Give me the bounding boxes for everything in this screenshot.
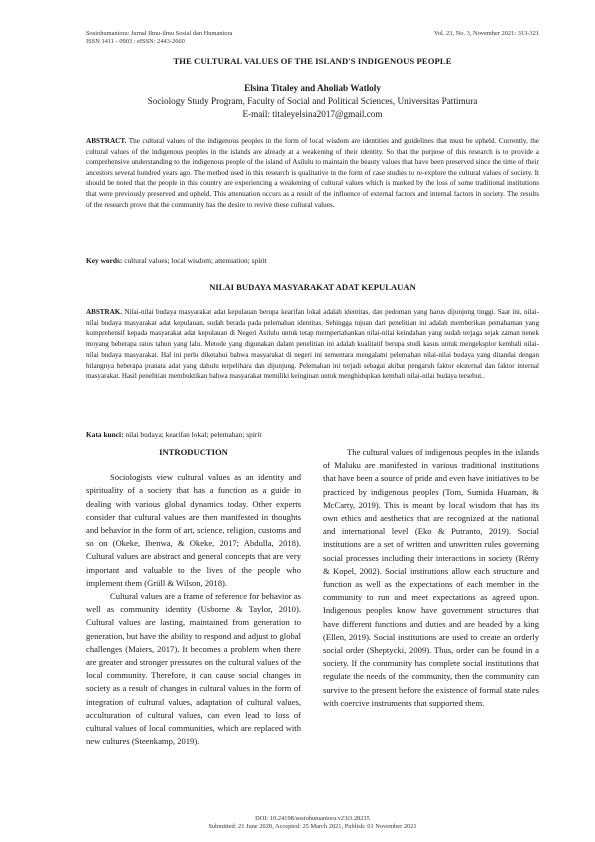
author-email: E-mail: titaleyelsina2017@gmail.com (242, 109, 383, 119)
running-header (86, 30, 539, 46)
abstract-label: ABSTRACT. (86, 137, 127, 145)
authors: Elsina Titaley and Aholiab Watloly (244, 83, 381, 93)
kata-kunci-label: Kata kunci: (86, 430, 124, 439)
abstract-english (86, 136, 539, 210)
submission-dates: Submitted: 21 June 2020, Accepted: 25 March 2021, Publish: 01 November 2021 (208, 823, 417, 831)
paper-title-indonesian: NILAI BUDAYA MASYARAKAT ADAT KEPULAUAN (209, 282, 416, 292)
paragraph: The cultural values of indigenous peoples in the islands of Maluku are manifested in various traditional institutions that have been a source of pride and even have initiatives to be practiced by indigenous peoples (Tom, Sumida Huaman, & McCarty, 2019). This is meant by local wisdom that has its own ethics and aesthetics that are recognized at the national and international level (Eko & Putranto, 2019). Social institutions are a set of written and unwritten rules governing social processes including their interactions in society (Rémy & Kopel, 2002). Social institutions allow each structure and function as well as the expectations of each member in the community to run and meet expectations as agreed upon. Indigenous peoples know have government structures that have different functions and duties and are headed by a king (Ellen, 2019). Social institutions are used to create an orderly social order (Sheptycki, 2009). Thus, order can be found in a society. If the community has complete social institutions that regulate the needs of the community, then the community can survive to the present before the existence of formal state rules with coercive instruments that supported them. (323, 447, 539, 708)
volume-info: Vol. 23, No. 3, November 2021: 313-321 (434, 30, 539, 37)
kata-kunci-text: nilai budaya; kearifan lokal; pelemahan; spirit (123, 430, 262, 439)
issn-line: ISSN 1411 - 0903 : eISSN: 2443-2660 (86, 38, 185, 45)
keywords-label: Key words: (86, 256, 123, 265)
page-footer (86, 815, 539, 832)
abstract-indonesian (86, 307, 539, 382)
paper-title: THE CULTURAL VALUES OF THE ISLAND'S INDIGENOUS PEOPLE (173, 56, 452, 66)
keywords-text: cultural values; local wisdom; attenuation; spirit (122, 256, 267, 265)
paragraph: Cultural values are a frame of reference for behavior as well as community identity (Usborne & Taylor, 2010). Cultural values are lasting, maintained from generation to generation, but have the ability to respond and adjust to global challenges (Maiers, 2017). It becomes a problem when there are greater and stronger pressures on the cultural values of the local community. Therefore, it can cause social changes in society as a result of changes in cultural values in the form of integration of cultural values, adaptation of cultural values, acculturation of cultural values, can even lead to loss of cultural values of local communities, which are replaced with new cultures (Steenkamp, 2019). (86, 591, 301, 747)
doi: DOI: 10.24198/sosiohumaniora.v23i3.28235 (255, 815, 370, 822)
abstrak-label: ABSTRAK. (86, 308, 123, 316)
paragraph: Sociologists view cultural values as an identity and spirituality of a society that has a function as a guide in dealing with various global dynamics today. Other experts consider that cultural values are then manifested in thoughts and behavior in the form of art, science, religion, customs and so on (Okeke, Ibenwa, & Okeke, 2017; Abdulla, 2018). Cultural values are abstract and general concepts that are very important and valuable to the lives of the people who implement them (Grüll & Wilson, 2018). (86, 472, 301, 588)
abstract-text: The cultural values of the indigenous peoples in the form of local wisdom are identities and guidelines that must be upheld. Currently, the cultural values of the indigenous peoples in the islands are already at a weakening of their identity. So that the purpose of this research is to provide a comprehensive understanding to the indigenous people of the island of Asilulu to maintain the beauty values that have been preserved since the time of their ancestors several hundred years ago. The method used in this research is qualitative in the form of case studies to re-explore the cultural values of society. It should be noted that the people in this country are experiencing a weakening of cultural values which is marked by the loss of some traditional institutions that were previously preserved and upheld. This attenuation occurs as a result of the influence of external factors and internal factors in society. The results of the research prove that the community has the desire to revive these cultural values. (86, 137, 539, 209)
section-heading: INTRODUCTION (159, 447, 228, 457)
journal-name: Sosiohumaniora: Jurnal Ilmu-ilmu Sosial dan Humaniora (86, 30, 233, 37)
affiliation: Sociology Study Program, Faculty of Social and Political Sciences, Universitas Pattimura (147, 96, 478, 106)
right-column (323, 446, 539, 710)
left-column (86, 446, 301, 748)
keywords-indonesian (86, 430, 539, 439)
keywords-english (86, 256, 539, 265)
abstrak-text: Nilai-nilai budaya masyarakat adat kepulauan berupa kearifan lokal adalah identitas, dan pedoman yang harus dijunjung tinggi. Saat ini, nilai-nilai budaya masyarakat adat kepulauan, sudah berada pada pelemahan identitas. Sehingga tujuan dari penelitian ini adalah memberikan pemahaman yang komprehensif kepada masyarakat adat kepulauan di Negeri Asilulu untuk tetap mempertahankan nilai-nilai keindahan yang sudah terjaga sejak zaman nenek moyang beberapa ratus tahun yang lalu. Metode yang digunakan dalam penelitian ini adalah kualitatif berupa studi kasus untuk mengeksplor kembali nilai-nilai budaya masyarakat. Hal ini perlu diketahui bahwa masyarakat di negeri ini sementara mengalami pelemahan nilai-nilai budaya yang ditandai dengan hilangnya beberapa pranata adat yang dahulu terpelihara dan dijunjung. Pelemahan ini terjadi sebagai akibat pengaruh faktor eksternal dan faktor internal masyarakat. Hasil penelitian membuktikan bahwa masyarakat memiliki keinginan untuk menghidupkan kembali nilai-nilai budaya tersebut.. (86, 308, 539, 381)
